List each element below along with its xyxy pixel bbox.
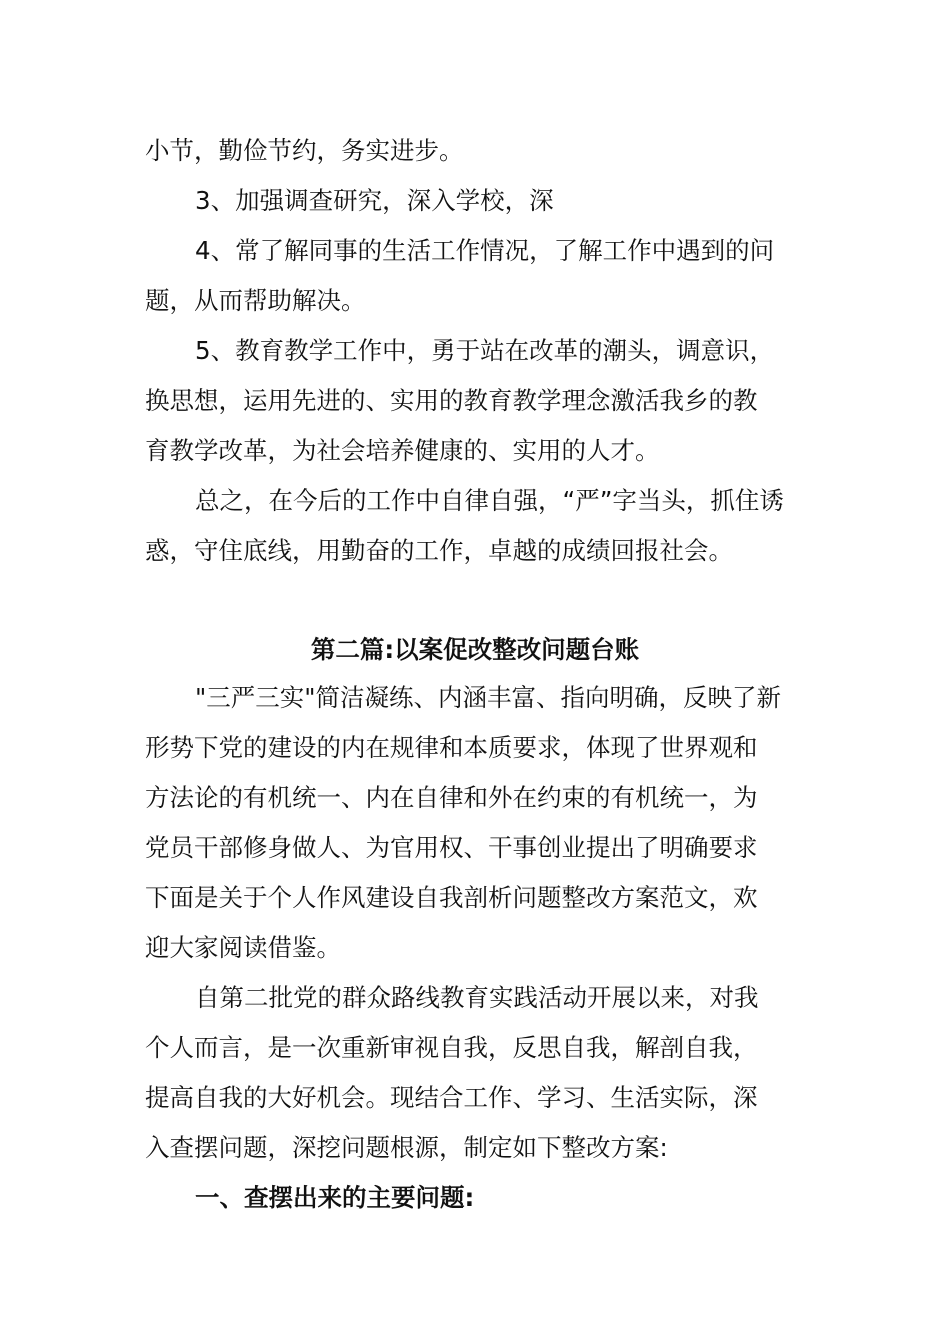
paragraph-line: 小节，勤俭节约，务实进步。 xyxy=(145,136,464,165)
paragraph-line: 惑，守住底线，用勤奋的工作，卓越的成绩回报社会。 xyxy=(145,536,733,565)
paragraph-line: 5、教育教学工作中，勇于站在改革的潮头，调意识， xyxy=(195,336,775,365)
section1-body xyxy=(145,126,810,576)
section2-title: 第二篇:以案促改整改问题台账 xyxy=(310,635,640,664)
paragraph-line: 方法论的有机统一、内在自律和外在约束的有机统一，为 xyxy=(145,783,758,812)
paragraph-line: 4、常了解同事的生活工作情况，了解工作中遇到的问 xyxy=(195,236,775,265)
section2-body xyxy=(145,673,810,1223)
paragraph-line: 3、加强调查研究，深入学校，深 xyxy=(195,186,554,215)
paragraph-line: 提高自我的大好机会。现结合工作、学习、生活实际，深 xyxy=(145,1083,758,1112)
paragraph-line: 换思想，运用先进的、实用的教育教学理念激活我乡的教 xyxy=(145,386,758,415)
paragraph-line: 形势下党的建设的内在规律和本质要求，体现了世界观和 xyxy=(145,733,758,762)
paragraph-line: 党员干部修身做人、为官用权、干事创业提出了明确要求 xyxy=(145,833,758,862)
paragraph-line: "三严三实"简洁凝练、内涵丰富、指向明确，反映了新 xyxy=(195,683,782,712)
paragraph-line: 迎大家阅读借鉴。 xyxy=(145,933,341,962)
paragraph-line: 个人而言，是一次重新审视自我，反思自我，解剖自我， xyxy=(145,1033,758,1062)
paragraph-line: 入查摆问题，深挖问题根源，制定如下整改方案: xyxy=(145,1133,668,1162)
paragraph-line: 育教学改革，为社会培养健康的、实用的人才。 xyxy=(145,436,660,465)
paragraph-line: 下面是关于个人作风建设自我剖析问题整改方案范文，欢 xyxy=(145,883,758,912)
paragraph-line: 题，从而帮助解决。 xyxy=(145,286,366,315)
paragraph-line: 总之，在今后的工作中自律自强，“严”字当头，抓住诱 xyxy=(195,486,784,515)
paragraph-line: 自第二批党的群众路线教育实践活动开展以来，对我 xyxy=(195,983,759,1012)
subheading: 一、查摆出来的主要问题: xyxy=(195,1183,475,1212)
